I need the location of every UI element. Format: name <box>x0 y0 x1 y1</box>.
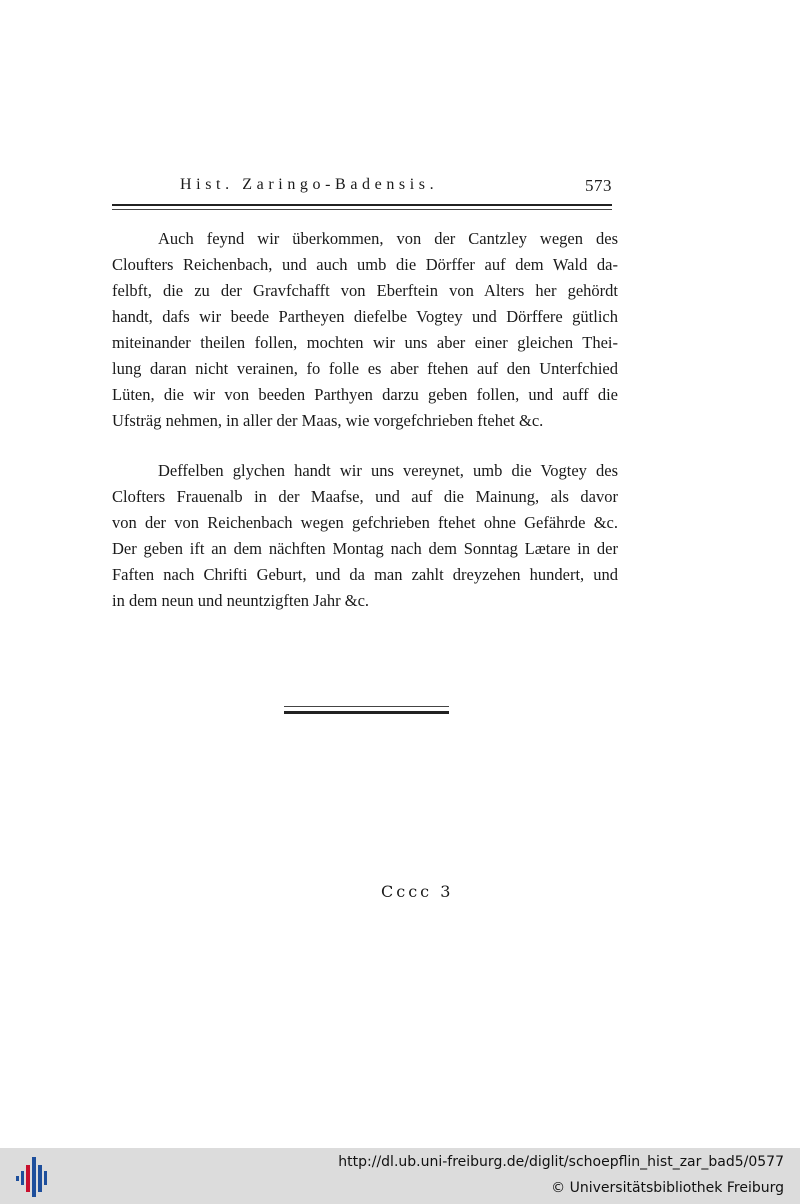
text-line: Cloufters Reichenbach, und auch umb die Dörffer auf dem Wald da- <box>112 255 618 274</box>
header-rule <box>112 204 612 210</box>
text-line: Auch feynd wir überkommen, von der Cantzley wegen des <box>158 229 618 248</box>
paragraph-2 <box>112 458 618 614</box>
text-line: felbft, die zu der Gravfchafft von Eberftein von Alters her gehördt <box>112 281 618 300</box>
text-line: in dem neun und neuntzigften Jahr &c. <box>112 591 370 610</box>
paragraph-1 <box>112 226 618 434</box>
page-number: 573 <box>585 176 612 195</box>
permalink-url[interactable]: http://dl.ub.uni-freiburg.de/diglit/schoepflin_hist_zar_bad5/0577 <box>338 1154 784 1170</box>
text-line: Deffelben glychen handt wir uns vereynet, umb die Vogtey des <box>158 461 618 480</box>
text-line: von der von Reichenbach wegen gefchrieben ftehet ohne Gefährde &c. <box>112 513 618 532</box>
running-title: Hist. Zaringo-Badensis. <box>180 176 439 193</box>
text-line: Clofters Frauenalb in der Maafse, und auf die Mainung, als davor <box>112 487 618 506</box>
text-line: miteinander theilen follen, mochten wir uns aber einer gleichen Thei- <box>112 333 618 352</box>
copyright-notice: © Universitätsbibliothek Freiburg <box>551 1180 784 1196</box>
text-line: Faften nach Chrifti Geburt, und da man zahlt dreyzehen hundert, und <box>112 565 618 584</box>
ub-freiburg-logo-icon <box>16 1157 50 1197</box>
running-head <box>112 170 616 204</box>
text-line: lung daran nicht verainen, fo folle es aber ftehen auf den Unterfchied <box>112 359 618 378</box>
text-line: Ufsträg nehmen, in aller der Maas, wie vorgefchrieben ftehet &c. <box>112 411 544 430</box>
text-line: Der geben ift an dem nächften Montag nach dem Sonntag Lætare in der <box>112 539 618 558</box>
end-rule <box>284 706 449 714</box>
signature-mark: Cccc 3 <box>381 882 454 901</box>
text-line: Lüten, die wir von beeden Parthyen darzu geben follen, und auff die <box>112 385 618 404</box>
viewer-footer <box>0 1148 800 1204</box>
text-line: handt, dafs wir beede Partheyen diefelbe Vogtey und Dörffere gütlich <box>112 307 618 326</box>
